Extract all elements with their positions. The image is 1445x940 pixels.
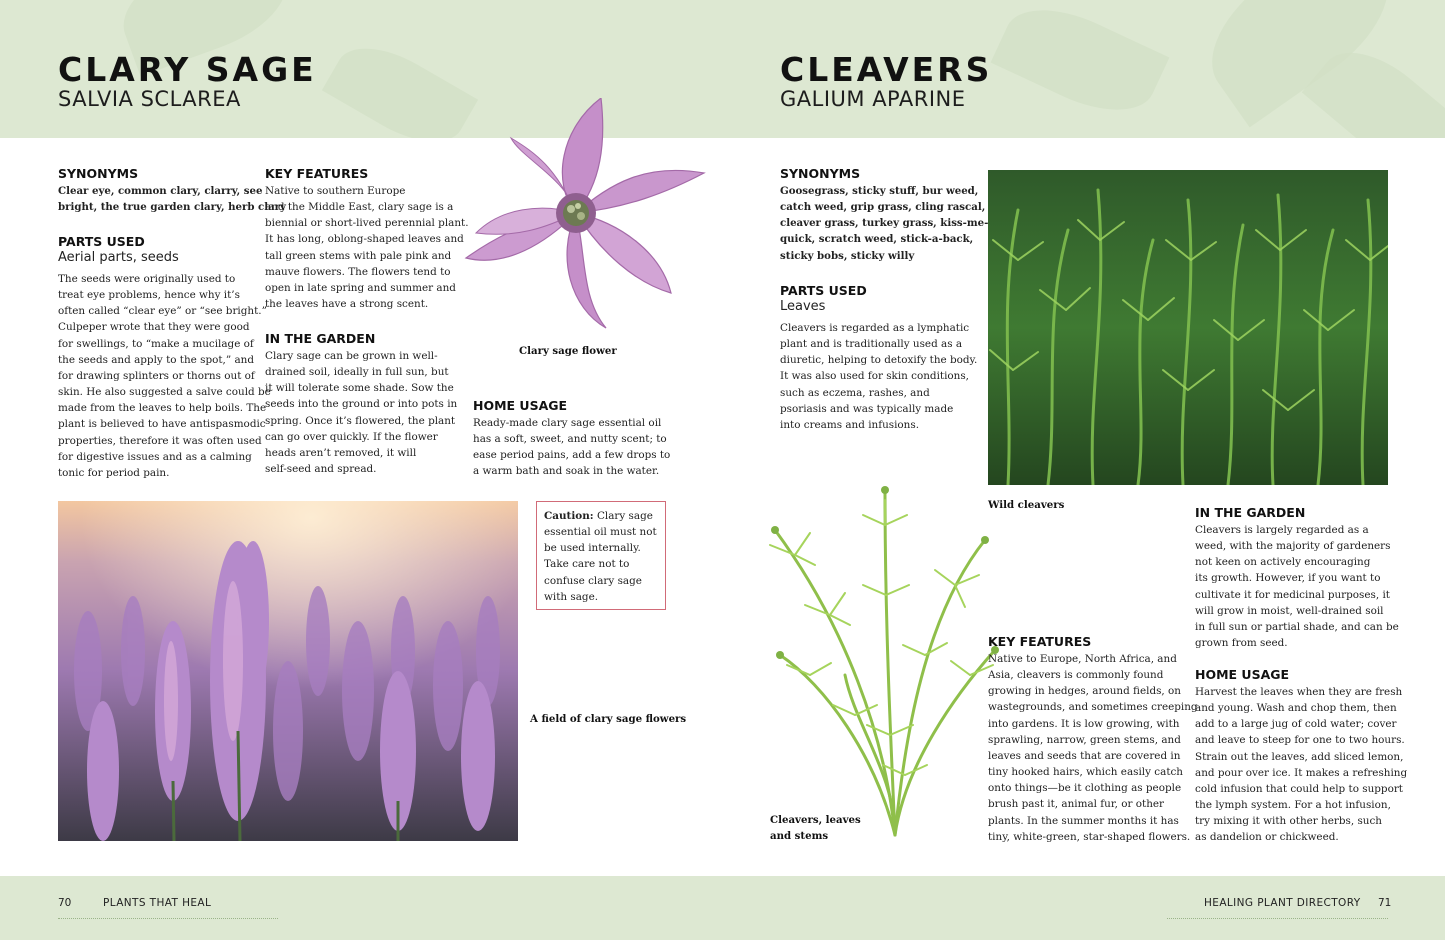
home-usage-heading: HOME USAGE xyxy=(1195,667,1290,682)
text-line: sticky bobs, sticky willy xyxy=(780,249,915,262)
leaf-pattern xyxy=(991,0,1170,130)
in-the-garden-text xyxy=(265,348,457,477)
home-usage-heading: HOME USAGE xyxy=(473,398,568,413)
footer-section-right: HEALING PLANT DIRECTORY xyxy=(1204,897,1361,909)
parts-used-heading: PARTS USED xyxy=(58,234,145,249)
text-line: Ready-made clary sage essential oil xyxy=(473,417,662,429)
text-line: in full sun or partial shade, and can be xyxy=(1195,620,1399,633)
text-line: try mixing it with other herbs, such xyxy=(1195,815,1382,828)
text-line: tiny, white-green, star-shaped flowers. xyxy=(988,830,1191,843)
text-line: and leave to steep for one to two hours. xyxy=(1195,734,1405,747)
text-line: ease period pains, add a few drops to xyxy=(473,449,671,462)
text-line: heads aren’t removed, it will xyxy=(265,446,417,459)
page-title: CLARY SAGE xyxy=(58,50,317,89)
synonyms-text xyxy=(58,183,286,215)
key-features-text xyxy=(265,183,469,312)
text-line: sprawling, narrow, green stems, and xyxy=(988,733,1181,746)
home-usage-text xyxy=(1195,684,1407,846)
text-line: for digestive issues and as a calming xyxy=(58,450,252,463)
page-number-left: 70 xyxy=(58,897,72,909)
footer-section-left: PLANTS THAT HEAL xyxy=(103,897,212,909)
text-line: quick, scratch weed, stick-a-back, xyxy=(780,233,974,246)
text-line: wastegrounds, and sometimes creeping xyxy=(988,701,1198,714)
key-features-heading: KEY FEATURES xyxy=(265,166,369,181)
text-line: the leaves have a strong scent. xyxy=(265,298,429,311)
in-the-garden-heading: IN THE GARDEN xyxy=(1195,505,1306,520)
text-line: into creams and infusions. xyxy=(780,418,920,431)
text-line: Harvest the leaves when they are fresh xyxy=(1195,686,1403,698)
text-line: properties, therefore it was often used xyxy=(58,434,262,447)
text-line: has a soft, sweet, and nutty scent; to xyxy=(473,433,667,446)
page-title: CLEAVERS xyxy=(780,50,993,89)
parts-used-text xyxy=(780,320,977,433)
text-line: The seeds were originally used to xyxy=(58,273,236,285)
text-line: treat eye problems, hence why it’s xyxy=(58,289,240,302)
text-line: leaves and seeds that are covered in xyxy=(988,749,1181,762)
text-line: Cleavers is regarded as a lymphatic xyxy=(780,322,970,334)
caution-first-line xyxy=(544,508,658,524)
text-line: cleaver grass, turkey grass, kiss-me- xyxy=(780,217,989,230)
text-line: the lymph system. For a hot infusion, xyxy=(1195,799,1391,812)
synonyms-heading: SYNONYMS xyxy=(780,166,861,181)
text-line: tall green stems with pale pink and xyxy=(265,249,452,262)
text-line: such as eczema, rashes, and xyxy=(780,386,930,399)
text-line: Strain out the leaves, add sliced lemon, xyxy=(1195,750,1404,763)
text-line: made from the leaves to help boils. The xyxy=(58,402,267,415)
wild-cleavers-caption: Wild cleavers xyxy=(988,499,1065,511)
text-line: biennial or short-lived perennial plant. xyxy=(265,217,469,230)
text-line: catch weed, grip grass, cling rascal, xyxy=(780,201,986,214)
text-line: tiny hooked hairs, which easily catch xyxy=(988,766,1184,779)
flower-caption: Clary sage flower xyxy=(519,345,617,357)
text-line: with sage. xyxy=(544,590,599,603)
footer-divider-left xyxy=(58,918,278,919)
stems-caption xyxy=(770,812,861,844)
text-line: a warm bath and soak in the water. xyxy=(473,465,660,478)
text-line: self-seed and spread. xyxy=(265,463,377,476)
text-line: Cleavers is largely regarded as a xyxy=(1195,524,1369,536)
text-line: cultivate it for medicinal purposes, it xyxy=(1195,588,1390,601)
text-line: and stems xyxy=(770,830,829,842)
cleavers-stems-image xyxy=(755,475,1010,840)
text-line: growing in hedges, around fields, on xyxy=(988,685,1181,698)
text-line: not keen on actively encouraging xyxy=(1195,556,1371,569)
text-line: and young. Wash and chop them, then xyxy=(1195,702,1397,715)
text-line: confuse clary sage xyxy=(544,574,642,587)
field-caption: A field of clary sage flowers xyxy=(530,713,687,725)
clary-sage-flower-image xyxy=(458,98,708,333)
text-line: Native to southern Europe xyxy=(265,185,406,197)
text-line: it will tolerate some shade. Sow the xyxy=(265,382,454,395)
caution-label: Caution: xyxy=(544,510,594,522)
parts-used-heading: PARTS USED xyxy=(780,283,867,298)
in-the-garden-heading: IN THE GARDEN xyxy=(265,331,376,346)
text-line: add to a large jug of cold water; cover xyxy=(1195,718,1397,731)
text-line: open in late spring and summer and xyxy=(265,281,456,294)
text-line: grown from seed. xyxy=(1195,637,1288,650)
text-line: diuretic, helping to detoxify the body. xyxy=(780,354,978,367)
text-line: will grow in moist, well-drained soil xyxy=(1195,604,1384,617)
text-line: skin. He also suggested a salve could be xyxy=(58,386,271,399)
parts-used-subtitle: Aerial parts, seeds xyxy=(58,250,179,265)
text-line: for swellings, to “make a mucilage of xyxy=(58,337,254,350)
key-features-heading: KEY FEATURES xyxy=(988,634,1092,649)
text-line: for drawing splinters or thorns out of xyxy=(58,369,255,382)
parts-used-text xyxy=(58,271,271,481)
flower-illustration xyxy=(458,98,708,333)
text-line: spring. Once it’s flowered, the plant xyxy=(265,414,456,427)
text-line: tonic for period pain. xyxy=(58,466,170,479)
text-line: It has long, oblong-shaped leaves and xyxy=(265,233,464,246)
text-line: plants. In the summer months it has xyxy=(988,814,1179,827)
text-line: psoriasis and was typically made xyxy=(780,402,954,415)
text-line: often called “clear eye” or “see bright.” xyxy=(58,305,267,318)
text-line: Take care not to xyxy=(544,558,630,571)
text-line: its growth. However, if you want to xyxy=(1195,572,1381,585)
text-line: into gardens. It is low growing, with xyxy=(988,717,1180,730)
text-line: mauve flowers. The flowers tend to xyxy=(265,265,451,278)
text-line: as dandelion or chickweed. xyxy=(1195,831,1339,844)
home-usage-text xyxy=(473,415,670,480)
text-line: onto things—be it clothing as people xyxy=(988,782,1182,795)
text-line: brush past it, animal fur, or other xyxy=(988,798,1165,811)
text-line: essential oil must not xyxy=(544,526,657,539)
field-illustration xyxy=(58,501,518,841)
text-line: bright, the true garden clary, herb clary xyxy=(58,201,286,214)
text-line: plant and is traditionally used as a xyxy=(780,338,963,351)
parts-used-subtitle: Leaves xyxy=(780,299,826,314)
footer-divider-right xyxy=(1167,918,1388,919)
text-line: can go over quickly. If the flower xyxy=(265,430,438,443)
text-line: Native to Europe, North Africa, and xyxy=(988,653,1177,665)
text-line: Clear eye, common clary, clarry, see xyxy=(58,185,263,197)
wild-cleavers-photo xyxy=(988,170,1388,485)
text-line: Asia, cleavers is commonly found xyxy=(988,669,1164,682)
text-line: Cleavers, leaves xyxy=(770,814,861,826)
caution-box xyxy=(536,501,666,610)
clary-sage-field-photo xyxy=(58,501,518,841)
text-line: plant is believed to have antispasmodic xyxy=(58,418,266,431)
text-line: Clary sage can be grown in well- xyxy=(265,350,438,362)
synonyms-heading: SYNONYMS xyxy=(58,166,139,181)
leaf-pattern xyxy=(322,30,478,138)
text-line: It was also used for skin conditions, xyxy=(780,370,969,383)
latin-name: GALIUM APARINE xyxy=(780,87,966,111)
text-line: cold infusion that could help to support xyxy=(1195,782,1403,795)
text-line: Culpeper wrote that they were good xyxy=(58,321,250,334)
grass-illustration xyxy=(988,170,1388,485)
text-line: the seeds and apply to the spot,” and xyxy=(58,353,254,366)
text-line: Goosegrass, sticky stuff, bur weed, xyxy=(780,185,979,197)
page-number-right: 71 xyxy=(1378,897,1392,909)
text-line: be used internally. xyxy=(544,542,641,555)
text-line: and pour over ice. It makes a refreshing xyxy=(1195,766,1408,779)
text-line: drained soil, ideally in full sun, but xyxy=(265,366,449,379)
text-line: weed, with the majority of gardeners xyxy=(1195,540,1391,553)
text-line: and the Middle East, clary sage is a xyxy=(265,201,454,214)
in-the-garden-text xyxy=(1195,522,1399,651)
synonyms-text xyxy=(780,183,988,264)
text-line: seeds into the ground or into pots in xyxy=(265,398,458,411)
text-line: Clary sage xyxy=(596,510,653,522)
latin-name: SALVIA SCLAREA xyxy=(58,87,241,111)
key-features-text xyxy=(988,651,1198,845)
stems-illustration xyxy=(755,475,1010,840)
